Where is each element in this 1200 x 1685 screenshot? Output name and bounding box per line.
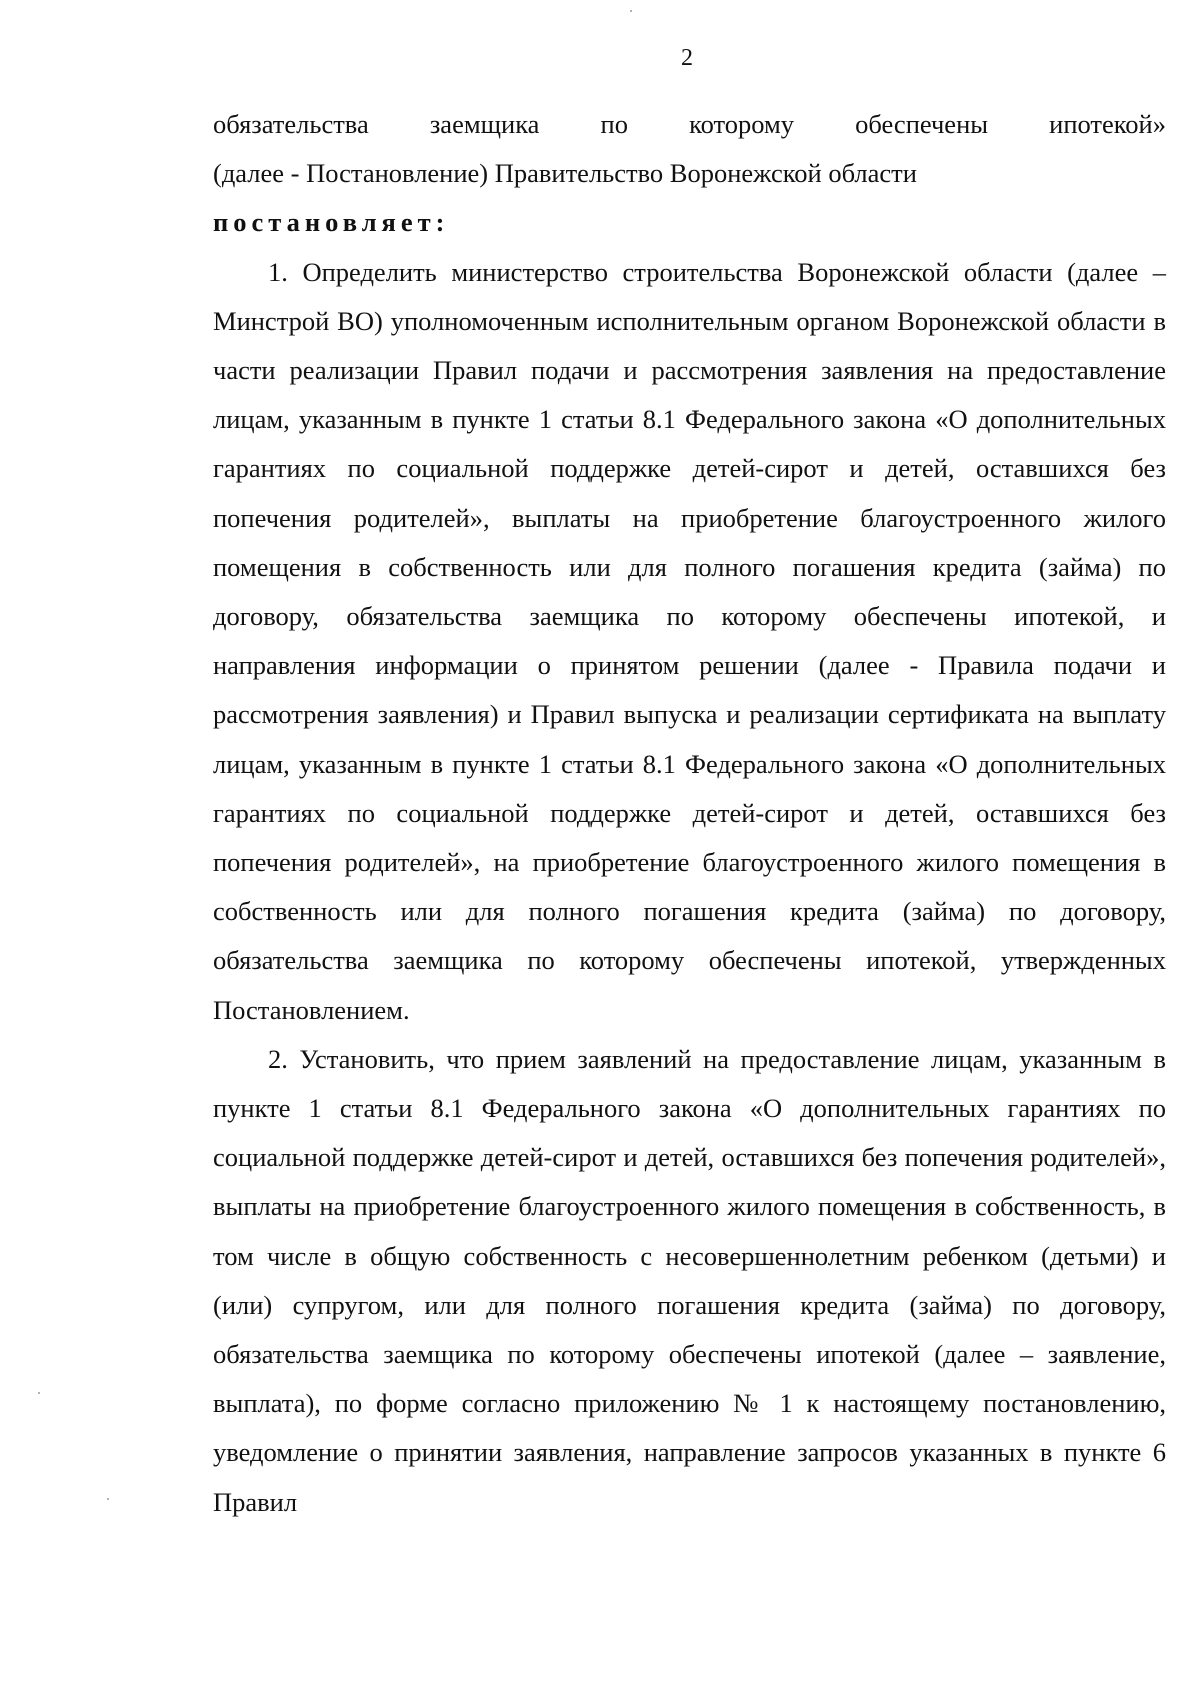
preamble-first-line: обязательства заемщика по которому обеспечены ипотекой» <box>213 109 1166 139</box>
document-body <box>213 100 1166 1527</box>
scan-speck <box>38 1392 40 1394</box>
resolve-word: постановляет: <box>213 207 450 238</box>
page-number: 2 <box>681 45 693 71</box>
preamble-second-line: (далее - Постановление) Правительство Воронежской области <box>213 158 917 189</box>
paragraph-2: 2. Установить, что прием заявлений на предоставление лицам, указанным в пункте 1 статьи 8.1 Федерального закона «О дополнительных гарантиях по социальной поддержке детей-сирот и детей, оставшихся без попечения родителей», выплаты на приобретение благоустроенного жилого помещения в собственность, в том числе в общую собственность с несовершеннолетним ребенком (детьми) и (или) супругом, или для полного погашения кредита (займа) по договору, обязательства заемщика по которому обеспечены ипотекой (далее – заявление, выплата), по форме согласно приложению № 1 к настоящему постановлению, уведомление о принятии заявления, направление запросов указанных в пункте 6 Правил <box>213 1043 1166 1517</box>
scan-speck <box>107 1498 109 1500</box>
scan-speck <box>630 10 632 12</box>
paragraph-1: 1. Определить министерство строительства Воронежской области (далее – Минстрой ВО) уполномоченным исполнительным органом Воронежской области в части реализации Правил подачи и рассмотрения заявления на предоставление лицам, указанным в пункте 1 статьи 8.1 Федерального закона «О дополнительных гарантиях по социальной поддержке детей-сирот и детей, оставшихся без попечения родителей», выплаты на приобретение благоустроенного жилого помещения в собственность или для полного погашения кредита (займа) по договору, обязательства заемщика по которому обеспечены ипотекой, и направления информации о принятом решении (далее - Правила подачи и рассмотрения заявления) и Правил выпуска и реализации сертификата на выплату лицам, указанным в пункте 1 статьи 8.1 Федерального закона «О дополнительных гарантиях по социальной поддержке детей-сирот и детей, оставшихся без попечения родителей», на приобретение благоустроенного жилого помещения в собственность или для полного погашения кредита (займа) по договору, обязательства заемщика по которому обеспечены ипотекой, утвержденных Постановлением. <box>213 256 1166 1025</box>
